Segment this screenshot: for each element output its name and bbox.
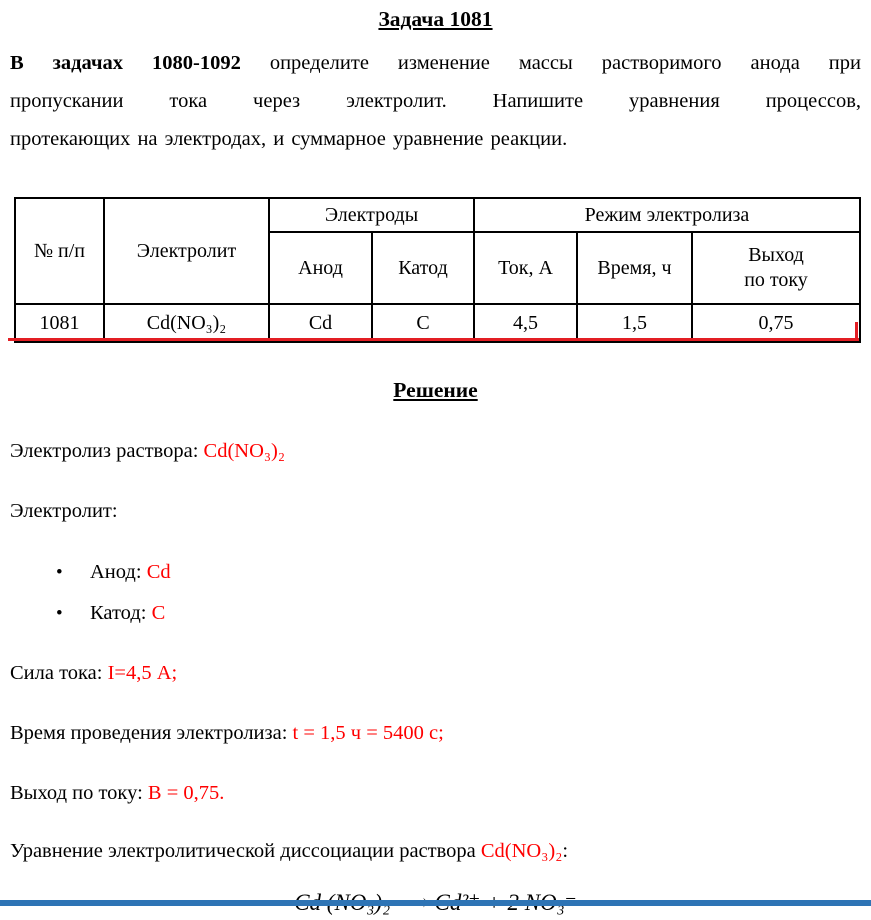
solution-heading-text: Решение xyxy=(393,378,478,402)
anode-label: Анод: xyxy=(90,561,147,583)
electrode-list xyxy=(10,552,861,634)
cell-current: 4,5 xyxy=(474,304,577,342)
anode-value: Cd xyxy=(146,561,171,583)
cathode-value: C xyxy=(151,602,166,624)
current-line xyxy=(10,654,861,692)
dissociation-label: Уравнение электролитической диссоциации раствора xyxy=(10,840,481,862)
time-label: Время проведения электролиза: xyxy=(10,722,293,744)
col-group-electrodes: Электроды xyxy=(269,198,474,232)
intro-bold-range: В задачах 1080-1092 xyxy=(10,52,241,74)
electrolyte-line xyxy=(10,492,861,530)
electrolysis-line xyxy=(10,432,861,470)
electrolyte-label: Электролит: xyxy=(10,500,118,522)
col-header-yield-line-2: по току xyxy=(744,269,808,291)
col-header-cathode: Катод xyxy=(372,232,474,304)
yield-value: В = 0,75. xyxy=(147,782,225,804)
current-value: I=4,5 А; xyxy=(107,662,178,684)
list-item-cathode xyxy=(56,593,861,634)
table-data-row xyxy=(15,304,860,342)
col-header-num: № п/п xyxy=(15,198,104,304)
intro-line-2: пропускании тока через электролит. Напишите уравнения процессов, xyxy=(10,90,861,112)
electrolysis-label: Электролиз раствора: xyxy=(10,440,204,462)
intro-line-1-text: определите изменение массы растворимого анода при xyxy=(240,52,861,74)
cell-anode: Cd xyxy=(269,304,372,342)
cell-time: 1,5 xyxy=(577,304,692,342)
dissociation-line xyxy=(10,832,861,870)
intro-paragraph xyxy=(10,44,861,158)
time-value: t = 1,5 ч = 5400 с; xyxy=(292,722,444,744)
solution-heading xyxy=(10,376,861,404)
cell-electrolyte: Cd(NO₃)₂ xyxy=(104,304,269,342)
bullet-icon: • xyxy=(56,562,63,583)
table-header-row-1 xyxy=(15,198,860,232)
intro-line-1 xyxy=(10,44,861,82)
time-line xyxy=(10,714,861,752)
bottom-blue-line xyxy=(0,900,871,906)
solution-body xyxy=(10,432,861,920)
dissociation-value: Cd(NO₃)₂ xyxy=(480,840,563,862)
yield-label: Выход по току: xyxy=(10,782,148,804)
task-title-text: Задача 1081 xyxy=(378,7,493,31)
yield-line xyxy=(10,774,861,812)
red-annotation-tick xyxy=(855,322,858,341)
col-header-current: Ток, А xyxy=(474,232,577,304)
col-group-mode: Режим электролиза xyxy=(474,198,860,232)
col-header-electrolyte: Электролит xyxy=(104,198,269,304)
cell-yield: 0,75 xyxy=(692,304,860,342)
col-header-anode: Анод xyxy=(269,232,372,304)
list-item-anode xyxy=(56,552,861,593)
cell-num: 1081 xyxy=(15,304,104,342)
dissociation-colon: : xyxy=(562,840,569,862)
electrolysis-table xyxy=(14,197,861,343)
intro-line-3: протекающих на электродах, и суммарное уравнение реакции. xyxy=(10,128,568,150)
col-header-yield xyxy=(692,232,860,304)
electrolysis-value: Cd(NO₃)₂ xyxy=(203,440,285,462)
col-header-time: Время, ч xyxy=(577,232,692,304)
bullet-icon: • xyxy=(56,603,63,624)
red-annotation-line xyxy=(8,338,859,341)
task-title xyxy=(10,6,861,32)
cathode-label: Катод: xyxy=(90,602,152,624)
cell-cathode: C xyxy=(372,304,474,342)
col-header-yield-line-1: Выход xyxy=(748,244,804,266)
current-label: Сила тока: xyxy=(10,662,108,684)
